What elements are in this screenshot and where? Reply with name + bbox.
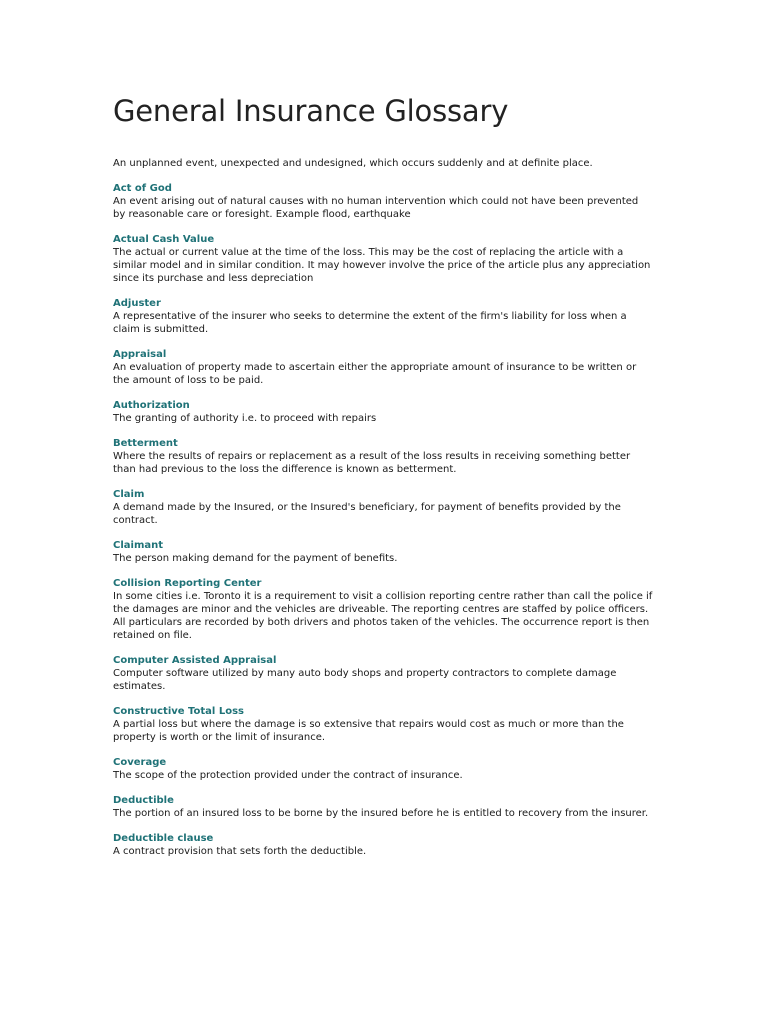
glossary-entry [113, 233, 653, 285]
glossary-definition: Computer software utilized by many auto body shops and property contractors to complete damage estimates. [113, 668, 617, 692]
glossary-term: Deductible [113, 795, 174, 806]
glossary-definition: A partial loss but where the damage is so extensive that repairs would cost as much or more than the property is worth or the limit of insurance. [113, 719, 624, 743]
glossary-term: Computer Assisted Appraisal [113, 655, 277, 666]
glossary-entry [113, 297, 653, 336]
page-title: General Insurance Glossary [113, 94, 509, 128]
glossary-term: Actual Cash Value [113, 234, 215, 245]
glossary-term: Act of God [113, 183, 172, 194]
glossary-term: Authorization [113, 400, 190, 411]
glossary-entry [113, 705, 653, 744]
glossary-entry [113, 794, 653, 820]
glossary-definition: In some cities i.e. Toronto it is a requirement to visit a collision reporting centre rather than call the police if the damages are minor and the vehicles are driveable. The reporting centres are staffed by police officers. All particulars are recorded by both drivers and photos taken of the vehicles. The occurrence report is then retained on file. [113, 591, 653, 641]
intro-text: An unplanned event, unexpected and undesigned, which occurs suddenly and at definite place. [113, 158, 593, 169]
glossary-term: Collision Reporting Center [113, 578, 262, 589]
glossary-entry [113, 399, 653, 425]
glossary-entry [113, 488, 653, 527]
glossary-definition: The portion of an insured loss to be borne by the insured before he is entitled to recovery from the insurer. [113, 808, 649, 819]
glossary-entry [113, 756, 653, 782]
glossary-term: Coverage [113, 757, 167, 768]
glossary-term: Claimant [113, 540, 164, 551]
glossary-definition: A demand made by the Insured, or the Insured's beneficiary, for payment of benefits provided by the contract. [113, 502, 621, 526]
glossary-term: Claim [113, 489, 145, 500]
glossary-definition: Where the results of repairs or replacement as a result of the loss results in receiving something better than had previous to the loss the difference is known as betterment. [113, 451, 631, 475]
glossary-term: Appraisal [113, 349, 167, 360]
glossary-entry [113, 654, 653, 693]
glossary-definition: A contract provision that sets forth the deductible. [113, 846, 367, 857]
glossary-definition: The granting of authority i.e. to proceed with repairs [113, 413, 377, 424]
glossary-definition: A representative of the insurer who seeks to determine the extent of the firm's liability for loss when a claim is submitted. [113, 311, 627, 335]
glossary-entry [113, 577, 653, 642]
glossary-entry [113, 348, 653, 387]
glossary-term: Deductible clause [113, 833, 214, 844]
glossary-definition: An event arising out of natural causes with no human intervention which could not have been prevented by reasonable care or foresight. Example flood, earthquake [113, 196, 639, 220]
glossary-entry [113, 539, 653, 565]
glossary-definition: The scope of the protection provided under the contract of insurance. [113, 770, 463, 781]
glossary-definition: An evaluation of property made to ascertain either the appropriate amount of insurance to be written or the amount of loss to be paid. [113, 362, 637, 386]
document-page [113, 94, 653, 858]
glossary-entry [113, 832, 653, 858]
glossary-term: Adjuster [113, 298, 161, 309]
glossary-term: Betterment [113, 438, 178, 449]
glossary-definition: The person making demand for the payment of benefits. [113, 553, 398, 564]
glossary-definition: The actual or current value at the time of the loss. This may be the cost of replacing the article with a similar model and in similar condition. It may however involve the price of the article plus any appreciation since its purchase and less depreciation [113, 247, 651, 284]
glossary-entry [113, 182, 653, 221]
glossary-term: Constructive Total Loss [113, 706, 244, 717]
glossary-entry [113, 437, 653, 476]
